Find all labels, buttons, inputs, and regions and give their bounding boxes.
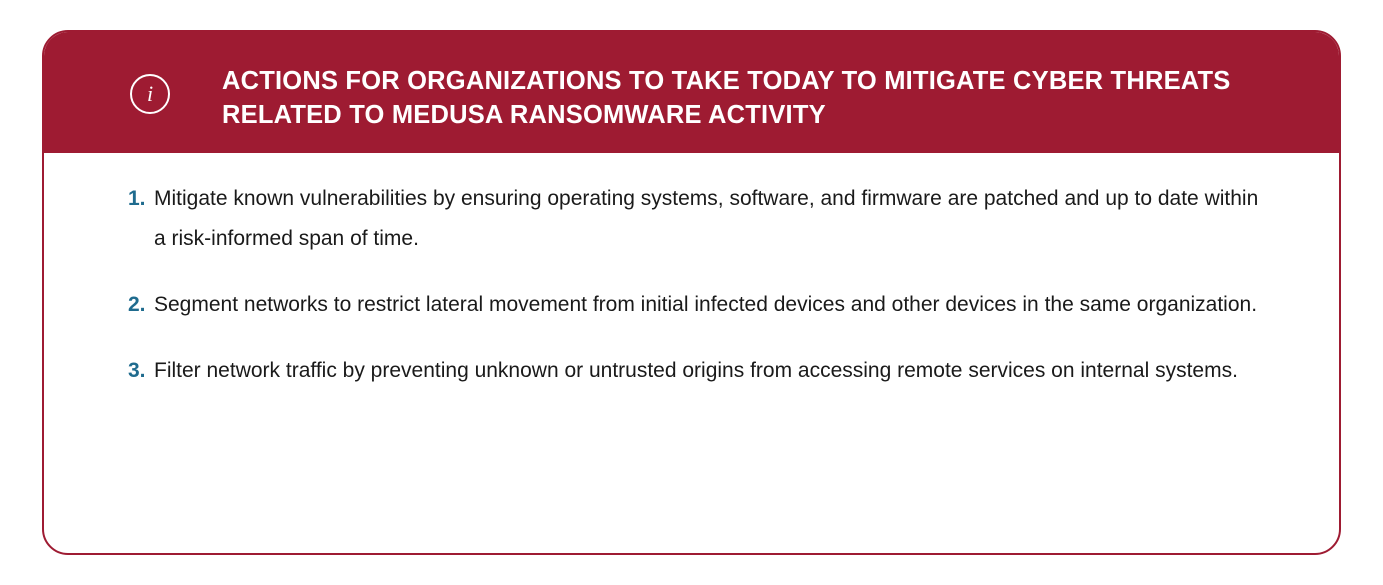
list-item-text: Mitigate known vulnerabilities by ensuring operating systems, software, and firmware are patched and up to date within a risk-informed span of time.	[154, 186, 1259, 250]
callout-title: ACTIONS FOR ORGANIZATIONS TO TAKE TODAY TO MITIGATE CYBER THREATS RELATED TO MEDUSA RANSOMWARE ACTIVITY	[222, 67, 1231, 130]
list-item-number: 1.	[128, 186, 146, 210]
list-item-text: Filter network traffic by preventing unknown or untrusted origins from accessing remote services on internal systems.	[154, 358, 1238, 382]
list-item	[128, 285, 1299, 325]
callout-body	[44, 153, 1339, 437]
callout-header	[44, 32, 1339, 153]
actions-callout-box	[42, 30, 1341, 555]
list-item-number: 2.	[128, 292, 146, 316]
list-item-number: 3.	[128, 358, 146, 382]
list-item	[128, 351, 1299, 391]
list-item	[128, 179, 1299, 259]
list-item-text: Segment networks to restrict lateral movement from initial infected devices and other devices in the same organization.	[154, 292, 1258, 316]
info-icon: i	[130, 74, 170, 114]
